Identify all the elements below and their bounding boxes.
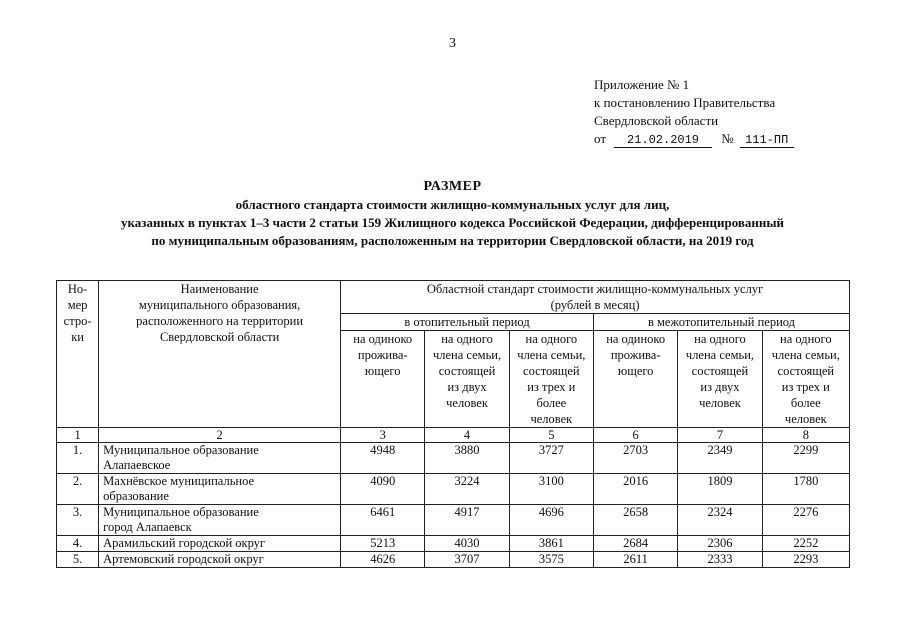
municipality-name: Арамильский городской округ xyxy=(99,536,341,552)
standard-value: 4948 xyxy=(341,443,425,474)
header-heating-period: в отопительный период xyxy=(341,314,594,331)
column-number: 3 xyxy=(341,428,425,443)
resolution-number: 111-ПП xyxy=(740,133,794,148)
standard-value: 2349 xyxy=(678,443,762,474)
row-number: 1. xyxy=(57,443,99,474)
standard-value: 4030 xyxy=(425,536,509,552)
standard-value: 3880 xyxy=(425,443,509,474)
header-nonheating-two: на одного члена семьи, состоящей из двух человек xyxy=(678,331,762,428)
row-number: 3. xyxy=(57,505,99,536)
standard-value: 6461 xyxy=(341,505,425,536)
standard-value: 3224 xyxy=(425,474,509,505)
standard-value: 2684 xyxy=(594,536,678,552)
number-label: № xyxy=(721,131,734,146)
header-heating-two: на одного члена семьи, состоящей из двух человек xyxy=(425,331,509,428)
header-heating-single: на одиноко прожива- ющего xyxy=(341,331,425,428)
title-line-1: областного стандарта стоимости жилищно-коммунальных услуг для лиц, xyxy=(235,197,670,212)
header-nonheating-three: на одного члена семьи, состоящей из трех и более человек xyxy=(762,331,849,428)
standard-value: 3727 xyxy=(509,443,593,474)
title-line-3: по муниципальным образованиям, расположенным на территории Свердловской области, на 2019 год xyxy=(151,233,754,248)
standard-value: 2299 xyxy=(762,443,849,474)
from-label: от xyxy=(594,131,607,146)
header-row-number: Но- мер стро- ки xyxy=(57,281,99,428)
row-number: 5. xyxy=(57,552,99,568)
standard-value: 2276 xyxy=(762,505,849,536)
row-number: 4. xyxy=(57,536,99,552)
table-row xyxy=(57,443,850,474)
standard-value: 1780 xyxy=(762,474,849,505)
header-nonheating-single: на одиноко прожива- ющего xyxy=(594,331,678,428)
standard-value: 2324 xyxy=(678,505,762,536)
appendix-line-1: Приложение № 1 xyxy=(594,77,690,92)
column-number: 1 xyxy=(57,428,99,443)
table-row xyxy=(57,474,850,505)
standard-value: 2333 xyxy=(678,552,762,568)
standard-value: 2016 xyxy=(594,474,678,505)
header-standard: Областной стандарт стоимости жилищно-коммунальных услуг (рублей в месяц) xyxy=(341,281,850,314)
column-number: 2 xyxy=(99,428,341,443)
appendix-date-line xyxy=(594,130,794,148)
title-line-2: указанных в пунктах 1–3 части 2 статьи 159 Жилищного кодекса Российской Федерации, дифференцированный xyxy=(120,215,785,230)
standard-value: 2658 xyxy=(594,505,678,536)
document-title xyxy=(0,178,905,250)
standard-value: 5213 xyxy=(341,536,425,552)
table-row xyxy=(57,536,850,552)
resolution-date: 21.02.2019 xyxy=(614,133,712,148)
standard-value: 3707 xyxy=(425,552,509,568)
standard-value: 3100 xyxy=(509,474,593,505)
standard-value: 3575 xyxy=(509,552,593,568)
column-number: 6 xyxy=(594,428,678,443)
appendix-block xyxy=(594,76,794,148)
municipality-name: Артемовский городской округ xyxy=(99,552,341,568)
column-numbers-row xyxy=(57,428,850,443)
municipality-name: Муниципальное образование город Алапаевск xyxy=(99,505,341,536)
column-number: 5 xyxy=(509,428,593,443)
standard-value: 2703 xyxy=(594,443,678,474)
header-heating-three: на одного члена семьи, состоящей из трех и более человек xyxy=(509,331,593,428)
standard-value: 1809 xyxy=(678,474,762,505)
standard-value: 2611 xyxy=(594,552,678,568)
table-row xyxy=(57,552,850,568)
standard-value: 2306 xyxy=(678,536,762,552)
table-row xyxy=(57,505,850,536)
appendix-line-2: к постановлению Правительства xyxy=(594,95,776,110)
page-number: 3 xyxy=(449,36,456,51)
standard-value: 2252 xyxy=(762,536,849,552)
standard-value: 2293 xyxy=(762,552,849,568)
standard-value: 4696 xyxy=(509,505,593,536)
standard-value: 4090 xyxy=(341,474,425,505)
standard-value: 4917 xyxy=(425,505,509,536)
municipality-name: Муниципальное образование Алапаевское xyxy=(99,443,341,474)
row-number: 2. xyxy=(57,474,99,505)
standard-value: 4626 xyxy=(341,552,425,568)
standards-table xyxy=(56,280,850,568)
municipality-name: Махнёвское муниципальное образование xyxy=(99,474,341,505)
header-nonheating-period: в межотопительный период xyxy=(594,314,850,331)
title-main: РАЗМЕР xyxy=(423,179,482,194)
column-number: 7 xyxy=(678,428,762,443)
header-municipality-name: Наименование муниципального образования, расположенного на территории Свердловской области xyxy=(99,281,341,428)
column-number: 8 xyxy=(762,428,849,443)
standard-value: 3861 xyxy=(509,536,593,552)
column-number: 4 xyxy=(425,428,509,443)
appendix-line-3: Свердловской области xyxy=(594,113,719,128)
